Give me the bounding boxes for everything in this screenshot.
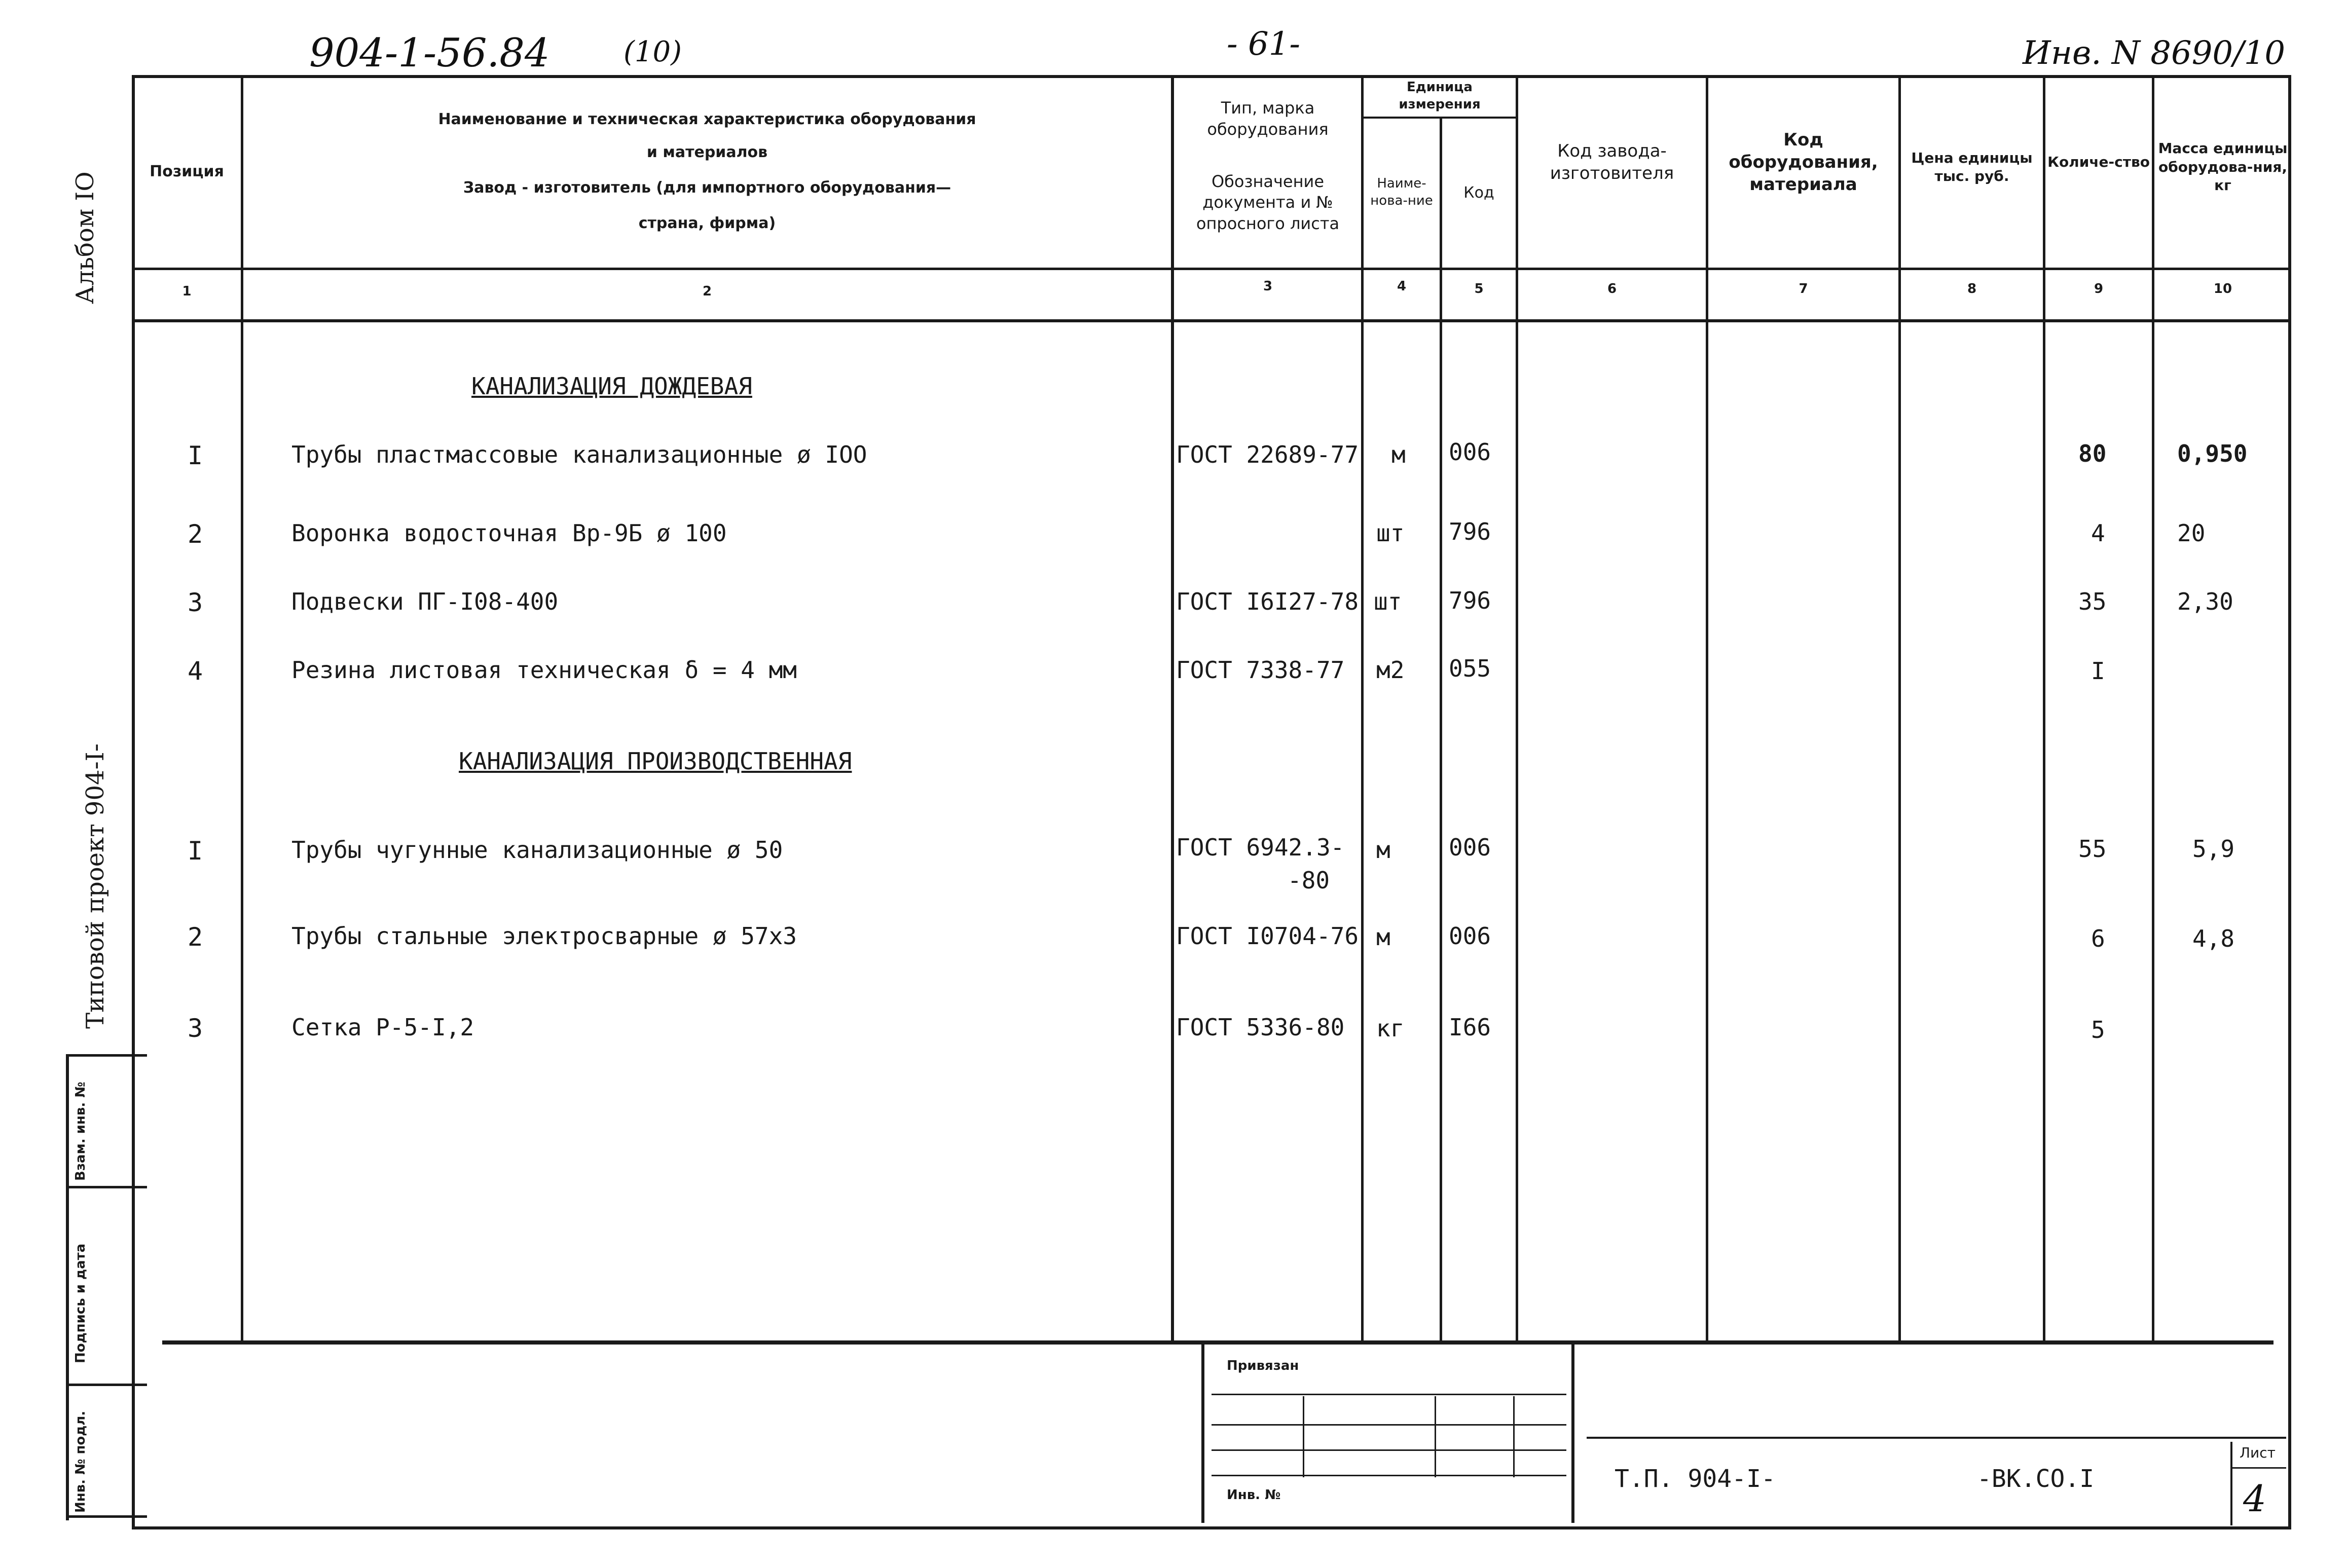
- row-code: 796: [1449, 587, 1491, 614]
- row-document: ГОСТ I0704-76: [1176, 922, 1359, 950]
- row-position: 2: [188, 519, 203, 549]
- project-label: Типовой проект 904-I-: [81, 743, 109, 1029]
- row-position: 2: [188, 922, 203, 952]
- row-position: I: [188, 836, 203, 866]
- header-price: Цена единицы тыс. руб.: [1911, 149, 2033, 184]
- row-quantity: 5: [2091, 1016, 2105, 1043]
- row-mass: 2,30: [2177, 588, 2233, 615]
- header-name-line3: Завод - изготовитель (для импортного оборудования—: [463, 178, 951, 197]
- title-block-top: [162, 1340, 2273, 1345]
- row-position: 3: [188, 588, 203, 617]
- vzam-label: Взам. инв. №: [73, 1081, 88, 1181]
- col-line: [1361, 75, 1364, 1342]
- col-line: [2043, 75, 2045, 1342]
- page-number: - 61-: [1227, 25, 1301, 63]
- column-number: 10: [2213, 281, 2232, 296]
- row-document: ГОСТ 5336-80: [1176, 1014, 1345, 1041]
- row-name: Сетка Р-5-I,2: [291, 1014, 474, 1041]
- row-code: I66: [1449, 1014, 1491, 1041]
- header-quantity: Количе-ство: [2047, 153, 2150, 170]
- inv-number-label: Инв. №: [1227, 1487, 1281, 1503]
- stamp-line: [1513, 1396, 1515, 1477]
- column-number: 7: [1799, 281, 1808, 296]
- colnum-divider: [132, 319, 2291, 322]
- column-number: 3: [1263, 279, 1273, 294]
- header-unit-group: Единица измерения: [1399, 80, 1481, 112]
- row-unit: м: [1391, 441, 1406, 468]
- privyazan-label: Привязан: [1227, 1358, 1299, 1373]
- row-unit: м: [1376, 836, 1390, 864]
- section-title: КАНАЛИЗАЦИЯ ДОЖДЕВАЯ: [471, 372, 752, 400]
- row-quantity: I: [2091, 657, 2105, 685]
- unit-group-divider: [1361, 117, 1518, 119]
- column-number: 1: [182, 284, 192, 299]
- stamp-line: [1303, 1396, 1304, 1477]
- col-line: [241, 75, 243, 1342]
- inventory-number: Инв. N 8690/10: [2023, 34, 2286, 72]
- row-unit: м: [1376, 923, 1390, 951]
- row-document: ГОСТ I6I27-78: [1176, 588, 1359, 615]
- row-name: Подвески ПГ-I08-400: [291, 588, 559, 615]
- row-code: 796: [1449, 518, 1491, 545]
- column-number: 4: [1397, 279, 1407, 294]
- row-name: Трубы чугунные канализационные ø 50: [291, 836, 783, 864]
- document-code-right: -ВК.СО.I: [1977, 1465, 2095, 1493]
- header-type: Тип, марка оборудования: [1207, 98, 1329, 139]
- title-block-line: [1571, 1340, 1574, 1523]
- column-number: 9: [2094, 281, 2104, 296]
- column-number: 2: [702, 284, 712, 299]
- row-quantity: 55: [2078, 835, 2107, 863]
- title-block-line: [1201, 1340, 1204, 1523]
- sheet-number: 4: [2243, 1477, 2266, 1520]
- row-quantity: 4: [2091, 519, 2105, 547]
- row-quantity: 35: [2078, 588, 2107, 615]
- row-position: I: [188, 441, 203, 470]
- side-strip-line: [66, 1054, 69, 1520]
- header-position: Позиция: [150, 162, 224, 180]
- row-name: Резина листовая техническая δ = 4 мм: [291, 656, 797, 684]
- col-line: [1440, 117, 1442, 1342]
- row-position: 4: [188, 656, 203, 686]
- row-code: 006: [1449, 834, 1491, 861]
- album-label: Альбом IO: [71, 171, 99, 304]
- col-line: [1516, 75, 1518, 1342]
- column-number: 5: [1474, 281, 1484, 296]
- header-unit-code: Код: [1463, 183, 1494, 202]
- header-equipment-code: Код оборудования, материала: [1729, 129, 1878, 195]
- row-document: ГОСТ 7338-77: [1176, 656, 1345, 684]
- header-name-line4: страна, фирма): [638, 214, 776, 232]
- row-mass: 4,8: [2192, 925, 2235, 952]
- row-position: 3: [188, 1014, 203, 1043]
- row-unit: шт: [1374, 588, 1402, 615]
- header-name-line2: и материалов: [646, 143, 768, 161]
- header-document: Обозначение документа и № опросного листа: [1196, 171, 1340, 233]
- row-unit: шт: [1376, 519, 1405, 547]
- row-code: 006: [1449, 922, 1491, 950]
- column-number: 6: [1607, 281, 1617, 296]
- handwritten-code: 904-1-56.84: [309, 30, 550, 76]
- row-mass: 5,9: [2192, 835, 2235, 863]
- column-number: 8: [1967, 281, 1977, 296]
- header-divider: [132, 268, 2291, 270]
- row-name: Воронка водосточная Вр-9Б ø 100: [291, 519, 727, 547]
- row-quantity: 80: [2078, 440, 2107, 467]
- section-title: КАНАЛИЗАЦИЯ ПРОИЗВОДСТВЕННАЯ: [459, 748, 852, 775]
- row-code: 055: [1449, 655, 1491, 682]
- sheet-label: Лист: [2240, 1444, 2276, 1461]
- row-unit: м2: [1376, 656, 1405, 684]
- row-unit: кг: [1376, 1015, 1405, 1042]
- row-document-cont: -80: [1288, 867, 1330, 894]
- row-document: ГОСТ 22689-77: [1176, 441, 1359, 468]
- header-mass: Масса единицы оборудова-ния, кг: [2158, 140, 2288, 194]
- header-unit-name: Наиме-нова-ние: [1370, 176, 1433, 208]
- row-name: Трубы пластмассовые канализационные ø IOO: [291, 441, 867, 468]
- header-name-line1: Наименование и техническая характеристика оборудования: [438, 110, 976, 128]
- col-line: [1898, 75, 1901, 1342]
- stamp-line: [1435, 1396, 1436, 1477]
- inv-podl-label: Инв. № подл.: [73, 1410, 88, 1513]
- col-line: [1171, 75, 1174, 1342]
- col-line: [2152, 75, 2154, 1342]
- handwritten-number: (10): [624, 35, 682, 68]
- row-code: 006: [1449, 438, 1491, 466]
- row-mass: 20: [2177, 519, 2206, 547]
- document-code-left: Т.П. 904-I-: [1615, 1465, 1776, 1493]
- header-factory-code: Код завода-изготовителя: [1550, 140, 1674, 183]
- row-quantity: 6: [2091, 925, 2105, 952]
- sheet-box-line: [2230, 1442, 2232, 1525]
- sheet-box-line: [2230, 1467, 2286, 1469]
- col-line: [1706, 75, 1708, 1342]
- stamp-line: [1212, 1394, 1566, 1395]
- row-mass: 0,950: [2177, 440, 2248, 467]
- row-name: Трубы стальные электросварные ø 57x3: [291, 922, 797, 950]
- signature-date-label: Подпись и дата: [73, 1243, 88, 1363]
- row-document: ГОСТ 6942.3-: [1176, 834, 1345, 861]
- code-line: [1587, 1437, 2286, 1439]
